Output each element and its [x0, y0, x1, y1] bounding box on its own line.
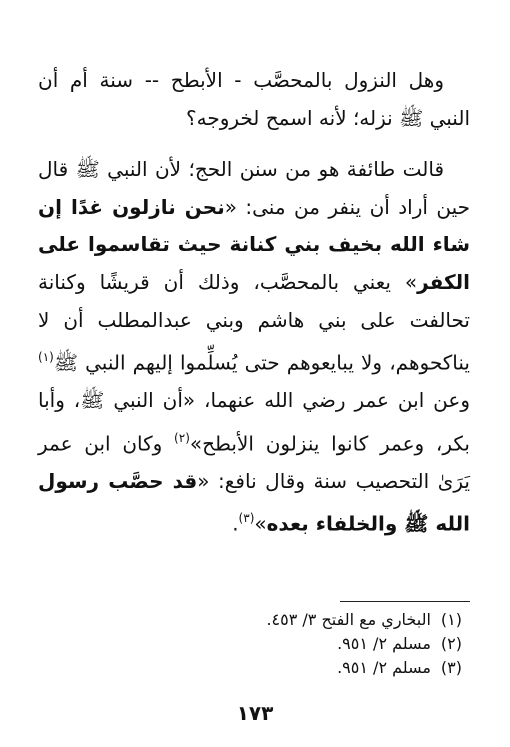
footnote-ref-2[interactable]: (٢) [174, 430, 190, 445]
footnote-number: (٣) [440, 658, 462, 677]
main-text [38, 62, 470, 543]
paragraph-1-text: وهل النزول بالمحصَّب - الأبطح -- سنة أم أن النبي ﷺ نزله؛ لأنه اسمح لخروجه؟ [38, 68, 470, 130]
footnote-text: مسلم ٢/ ٩٥١. [337, 658, 431, 677]
footnote-number: (٢) [440, 634, 462, 653]
footnote-separator [340, 601, 470, 602]
footnote-text: مسلم ٢/ ٩٥١. [337, 634, 431, 653]
footnotes [266, 608, 462, 680]
paragraph-2-text-1: قالت طائفة هو من سنن الحج؛ لأن النبي ﷺ قال حين أراد أن ينفر من منى: « [38, 157, 470, 219]
footnote-ref-1[interactable]: (١) [38, 350, 54, 365]
paragraph-2-text-2: » يعني بالمحصَّب، وذلك أن قريشًا وكنانة تحالفت على بني هاشم وبني عبدالمطلب أن لا يناكحوهم، ولا يبايعوهم حتى يُسلِّموا إليهم النبي ﷺ [38, 269, 470, 375]
hadith-quote-2: قد حصَّب رسول الله ﷺ والخلفاء بعده [38, 468, 470, 536]
paragraph-1 [38, 62, 470, 137]
hadith-quote-1: نحن نازلون غدًا إن شاء الله بخيف بني كنانة حيث تقاسموا على الكفر [38, 194, 470, 294]
page-number: ١٧٣ [236, 701, 274, 725]
paragraph-2-text-5: » [254, 511, 267, 536]
footnote-number: (١) [440, 610, 462, 629]
paragraph-2-text-3: وعن ابن عمر رضي الله عنهما، «أن النبي ﷺ، وأبا بكر، وعمر كانوا ينزلون الأبطح» [38, 388, 470, 456]
footnote-3 [266, 656, 462, 680]
footnote-1 [266, 608, 462, 632]
paragraph-2-text-6: . [232, 511, 239, 536]
footnote-2 [266, 632, 462, 656]
footnote-ref-3[interactable]: (٣) [238, 511, 255, 526]
footnote-text: البخاري مع الفتح ٣/ ٤٥٣. [266, 610, 431, 629]
paragraph-2-text-4: وكان ابن عمر يَرَىٰ التحصيب سنة وقال نافع: « [38, 431, 470, 493]
paragraph-2 [38, 151, 470, 543]
